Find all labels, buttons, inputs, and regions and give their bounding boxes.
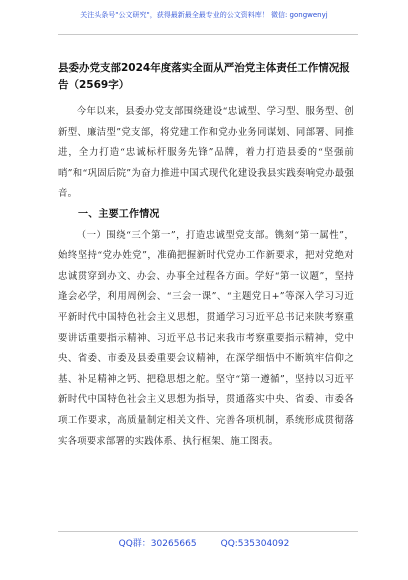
section-paragraph: （一）围绕“三个第一”，打造忠诚型党支部。镌刻“第一属性”，始终坚持“党办姓党”，准确把握新时代党办工作新要求，把对党绝对忠诚贯穿到办文、办会、办事全过程各方面。学好“第一议题”，坚持逢会必学，利用周例会、“三会一课”、“主题党日+”等深入学习习近平新时代中国特色社会主义思想，贯通学习习近平总书记来陕考察重要讲话重要指示精神、习近平总书记来我市考察重要指示精神，党中央、省委、市委及县委重要会议精神，在深学细悟中不断筑牢信仰之基、补足精神之钙、把稳思想之舵。坚守“第一遵循”，坚持以习近平新时代中国特色社会主义思想为指导，贯通落实中央、省委、市委各项工作要求，高质量制定相关文件、完善各项机制，系统形成贯彻落实各项要求部署的实践体系、执行框架、施工图表。 [58,229,354,447]
footer-contact [0,536,408,549]
document-title: 县委办党支部2024年度落实全面从严治党主体责任工作情况报告（2569字） [58,62,350,91]
promo-banner: 关注头条号"公文研究"，获得最新最全最专业的公文资料库！ 微信: gongwenyj [80,11,328,19]
intro-paragraph: 今年以来，县委办党支部围绕建设“忠诚型、学习型、服务型、创新型、廉洁型”党支部，将党建工作和党办业务同谋划、同部署、同推进，全力打造“忠诚标杆服务先锋”品牌，着力打造县委的“坚强前哨”和“巩固后院”为奋力推进中国式现代化建设我县实践奏响党办最强音。 [58,106,354,200]
header-divider [58,34,358,35]
qq-group-text: QQ群：30265665 [118,539,197,549]
qq-contact-text: QQ:535304092 [220,539,290,549]
document-body [58,102,354,452]
section-heading: 一、主要工作情况 [78,208,160,220]
footer-divider [58,531,358,532]
